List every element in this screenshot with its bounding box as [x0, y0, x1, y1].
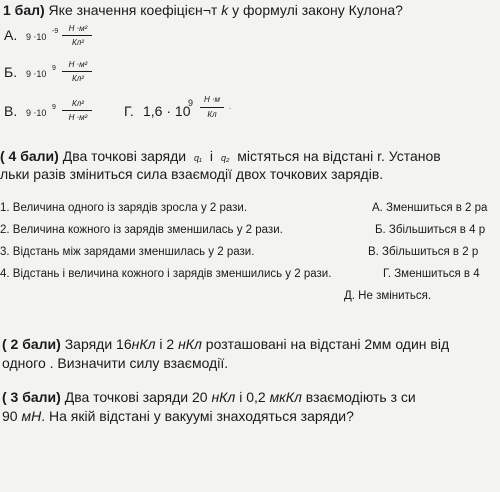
q4-points: ( 3 бали) — [2, 389, 61, 405]
q2-line2: льки разів зміниться сила взаємодії двох точкових зарядів. — [0, 166, 384, 182]
option-v-fraction-line — [62, 110, 92, 111]
option-a-denominator: Кл² — [72, 38, 84, 47]
option-g-label: Г. — [124, 103, 134, 119]
q4-unit-3: мН — [21, 408, 42, 424]
q2-text-b: містяться на відстані r. Установ — [233, 148, 441, 164]
option-a-coef: 9 ⋅10 — [26, 32, 47, 42]
option-g-coef: 1,6 · 10 — [143, 103, 191, 119]
q4-text-b: і 0,2 — [235, 389, 270, 405]
q4-unit-2: мкКл — [269, 389, 302, 405]
q2-right-item-b: Б. Збільшиться в 4 р — [375, 224, 486, 236]
q2-and: і — [209, 148, 213, 164]
q2-left-item-2: 2. Величина кожного із зарядів зменшилась у 2 рази. — [0, 224, 283, 236]
q4-text-d: 90 — [2, 408, 22, 424]
q2-line1 — [0, 148, 441, 164]
option-v-label: В. — [4, 103, 18, 119]
option-v-numerator: Кл² — [72, 99, 84, 108]
q3-points: ( 2 бали) — [2, 336, 61, 352]
q1-heading — [3, 2, 403, 18]
option-a-numerator: Н ⋅м² — [68, 24, 88, 33]
q2-q2: q₂ — [220, 153, 230, 163]
option-b-denominator: Кл² — [72, 74, 84, 83]
q2-right-item-d: Д. Не зміниться. — [344, 290, 432, 302]
option-a-fraction-line — [62, 35, 92, 36]
q3-unit-1: нКл — [131, 336, 156, 352]
q2-right-item-a: А. Зменшиться в 2 ра — [372, 202, 488, 214]
q2-left-item-1: 1. Величина одного із зарядів зросла у 2 рази. — [0, 202, 248, 214]
option-g-tail: . — [229, 104, 231, 111]
option-g-denominator: Кл — [207, 110, 217, 119]
q4-unit-1: нКл — [211, 389, 236, 405]
q3-text-a: Заряди 16 — [60, 336, 132, 352]
q1-points: 1 бал) — [3, 2, 45, 18]
q2-left-item-4: 4. Відстань і величина кожного і зарядів зменшились у 2 рази. — [0, 268, 332, 280]
option-b-numerator: Н ⋅м² — [68, 60, 88, 69]
q4-line2 — [2, 408, 354, 424]
option-a-label: А. — [4, 27, 18, 43]
q2-points: ( 4 бали) — [0, 148, 59, 164]
q3-unit-2: нКл — [178, 336, 202, 352]
option-g-numerator: Н ⋅м — [203, 95, 221, 104]
q2-right-item-v: В. Збільшиться в 2 р — [368, 246, 479, 258]
q4-text-c: взаємодіють з си — [301, 389, 416, 405]
q1-text2: у формулі закону Кулона? — [228, 2, 403, 18]
q3-line1 — [2, 336, 449, 352]
q1-k: k — [221, 2, 229, 18]
option-b-label: Б. — [4, 64, 18, 80]
q4-line1 — [2, 389, 416, 405]
q4-text-e: . На якій відстані у вакуумі знаходяться заряди? — [41, 408, 354, 424]
option-g-fraction-line — [200, 107, 224, 108]
q2-text-a: Два точкові заряди — [58, 148, 190, 164]
option-g-exp: 9 — [188, 98, 194, 108]
q4-text-a: Два точкові заряди 20 — [60, 389, 212, 405]
option-b-coef: 9 ⋅10 — [26, 69, 47, 79]
option-v-coef: 9 ⋅10 — [26, 108, 47, 118]
q2-right-item-g: Г. Зменшиться в 4 — [383, 268, 480, 280]
option-b-fraction-line — [62, 71, 92, 72]
q2-q1: q₁ — [193, 153, 202, 163]
q3-line2: одного . Визначити силу взаємодії. — [2, 355, 229, 371]
q2-left-item-3: 3. Відстань між зарядами зменшилась у 2 рази. — [0, 246, 255, 258]
option-v-denominator: Н ⋅м² — [68, 113, 88, 122]
q3-text-b: і 2 — [155, 336, 179, 352]
option-a-exp: -9 — [52, 28, 59, 35]
option-b-exp: 9 — [52, 65, 56, 72]
q3-text-c: розташовані на відстані 2мм один від — [201, 336, 450, 352]
q1-text: Яке значення коефіцієн¬т — [44, 2, 222, 18]
option-v-exp: 9 — [52, 104, 56, 111]
